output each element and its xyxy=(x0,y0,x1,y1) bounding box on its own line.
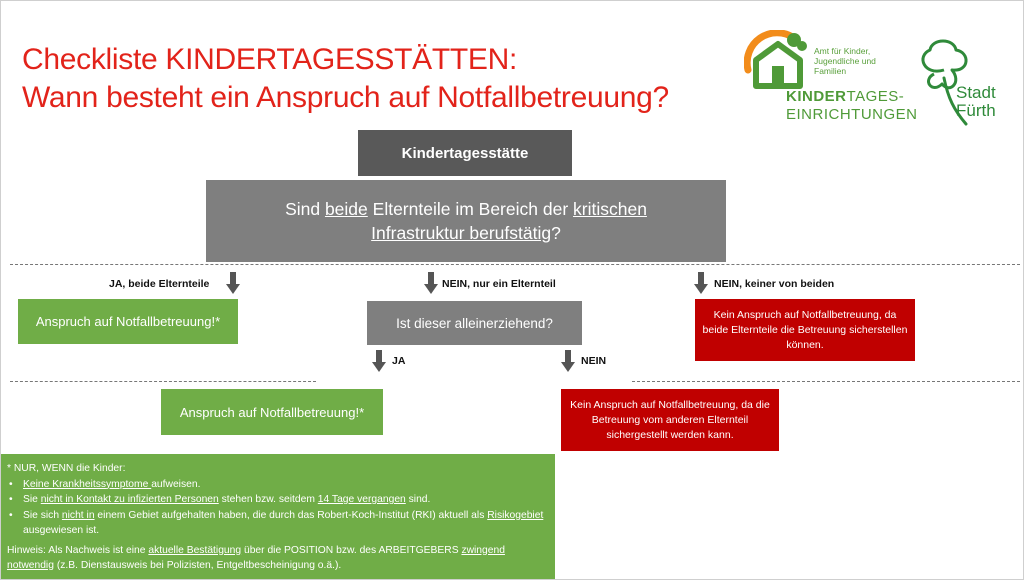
kita-logo-word2: EINRICHTUNGEN xyxy=(786,106,918,123)
divider-line xyxy=(10,264,1020,265)
claim-box-single: Anspruch auf Notfallbetreuung!* xyxy=(161,389,383,435)
main-question-text: Sind beide Elternteile im Bereich der kritischen Infrastruktur berufstätig? xyxy=(285,199,647,243)
footnote-heading: * NUR, WENN die Kinder: xyxy=(7,463,126,474)
branch-label-no-none: NEIN, keiner von beiden xyxy=(714,278,835,290)
kita-logo xyxy=(744,30,918,130)
branch-label-nein: NEIN xyxy=(581,355,607,367)
list-item: • Sie nicht in Kontakt zu infizierten Personen stehen bzw. seitdem 14 Tage vergangen sind. xyxy=(23,492,549,508)
divider-line xyxy=(10,381,316,382)
list-item: • Sie sich nicht in einem Gebiet aufgehalten haben, die durch das Robert-Koch-Institut (RKI) aktuell als Risikogebiet ausgewiesen ist. xyxy=(23,508,549,539)
down-arrow-icon xyxy=(372,350,386,372)
kita-house-logo-icon xyxy=(744,30,810,94)
kita-logo-department: Amt für Kinder, Jugendliche und Familien xyxy=(814,46,876,76)
single-parent-question-box: Ist dieser alleinerziehend? xyxy=(367,301,582,345)
root-box: Kindertagesstätte xyxy=(358,130,572,176)
down-arrow-icon xyxy=(561,350,575,372)
down-arrow-icon xyxy=(694,272,708,294)
no-claim-box-none: Kein Anspruch auf Notfallbetreuung, da beide Elternteile die Betreuung sicherstellen können. xyxy=(695,299,915,361)
page-subtitle: Wann besteht ein Anspruch auf Notfallbetreuung? xyxy=(22,81,669,114)
no-claim-box-not-single: Kein Anspruch auf Notfallbetreuung, da die Betreuung vom anderen Elternteil sichergestellt werden kann. xyxy=(561,389,779,451)
main-question-box xyxy=(206,180,726,262)
fuerth-logo xyxy=(914,36,1014,132)
branch-label-no-one: NEIN, nur ein Elternteil xyxy=(442,278,556,290)
footnote-box xyxy=(1,454,555,579)
page-title: Checkliste KINDERTAGESSTÄTTEN: xyxy=(22,43,517,76)
down-arrow-icon xyxy=(424,272,438,294)
condition-list xyxy=(7,477,549,539)
divider-line xyxy=(632,381,1020,382)
hint-text: Hinweis: Als Nachweis ist eine aktuelle Bestätigung über die POSITION bzw. des ARBEITGEBERS zwingend notwendig (z.B. Dienstausweis bei Polizisten, Entgeltbescheinigung o.ä.). xyxy=(7,544,505,571)
down-arrow-icon xyxy=(226,272,240,294)
claim-box-both: Anspruch auf Notfallbetreuung!* xyxy=(18,299,238,344)
kita-logo-word1: KINDERTAGES- xyxy=(786,88,905,105)
branch-label-yes-both: JA, beide Elternteile xyxy=(109,278,210,290)
list-item: • Keine Krankheitssymptome aufweisen. xyxy=(23,477,549,493)
fuerth-logo-text: Stadt Fürth xyxy=(956,83,996,120)
branch-label-ja: JA xyxy=(392,355,406,367)
